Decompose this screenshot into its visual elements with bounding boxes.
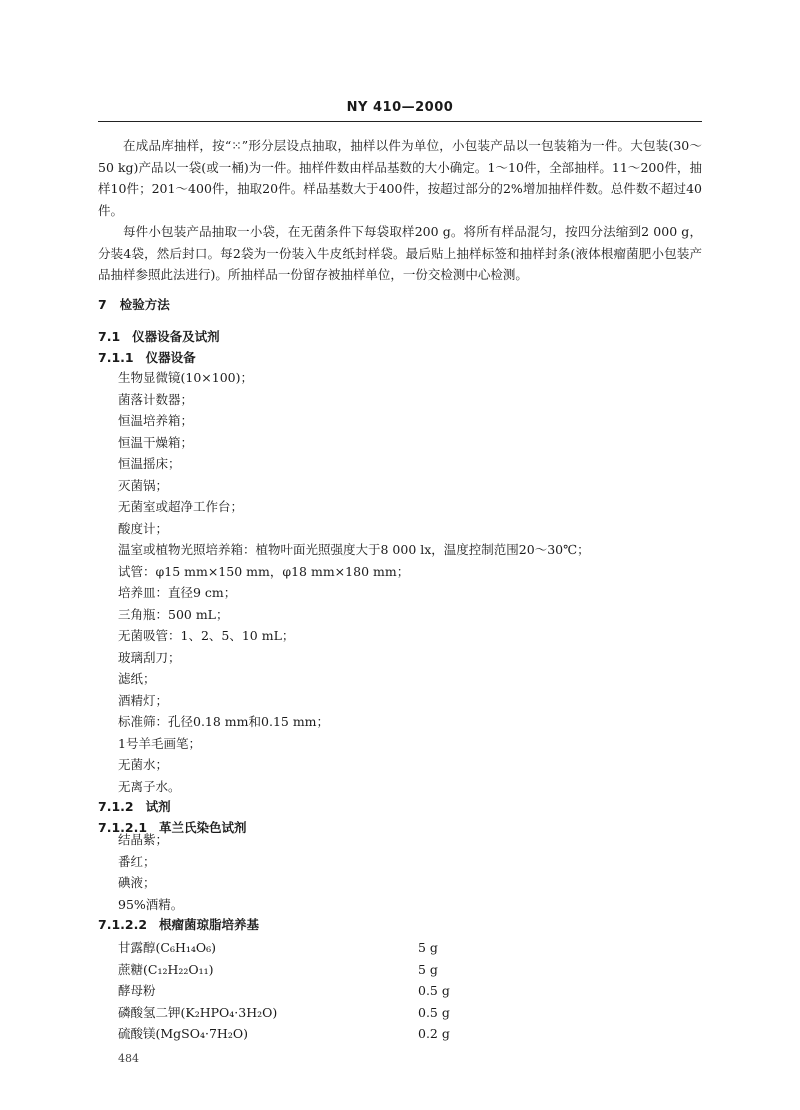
section-title: 仪器设备及试剂 — [132, 329, 220, 344]
list-item: 恒温培养箱； — [118, 413, 194, 428]
list-item: 恒温摇床； — [118, 456, 181, 471]
list-item: 95%酒精。 — [118, 896, 184, 912]
ingredient-name: 甘露醇(C₆H₁₄O₆) — [118, 940, 217, 955]
sampling-paragraph: 在成品库抽样，按“⁙”形分层设点抽取，抽样以件为单位，小包装产品以一包装箱为一件。大包装(30～50 kg)产品以一袋(或一桶)为一件。抽样件数由样品基数的大小确定。1～10件，全部抽样。11～200件，抽样10件；201～400件，抽取20件。样品基数大于400件，按超过部分的2%增加抽样件数。总件数不超过40件。 — [98, 138, 702, 218]
equipment-list — [118, 367, 590, 797]
section-title: 仪器设备 — [145, 350, 196, 365]
section-title: 根瘤菌琼脂培养基 — [159, 917, 260, 932]
list-item: 碘液； — [118, 875, 156, 890]
section-7-1-2-2-heading — [98, 915, 259, 933]
ingredient-quantity: 0.5 g — [418, 1004, 450, 1020]
list-item: 滤纸； — [118, 671, 156, 686]
list-item: 结晶紫； — [118, 832, 169, 847]
list-item: 1号羊毛画笔； — [118, 735, 201, 751]
gram-reagent-list — [118, 829, 183, 915]
standard-code-header: NY 410—2000 — [346, 100, 454, 115]
section-7-1-heading — [98, 327, 220, 345]
list-item: 无离子水。 — [118, 778, 181, 794]
list-item: 培养皿：直径9 cm； — [118, 585, 237, 600]
section-title: 试剂 — [145, 799, 171, 814]
section-number: 7.1.2 — [98, 799, 134, 814]
list-item: 恒温干燥箱； — [118, 434, 194, 450]
sample-prep-paragraph: 每件小包装产品抽取一小袋，在无菌条件下每袋取样200 g。将所有样品混匀，按四分法缩到2 000 g，分装4袋，然后封口。每2袋为一份装入牛皮纸封样袋。最后贴上抽样标签和抽样封条(液体根瘤菌肥小包装产品抽样参照此法进行)。所抽样品一份留存被抽样单位，一份交检测中心检测。 — [98, 224, 702, 282]
list-item: 灭菌锅； — [118, 477, 169, 493]
list-item: 番红； — [118, 853, 156, 869]
list-item: 标准筛：孔径0.18 mm和0.15 mm； — [118, 714, 330, 729]
list-item: 酒精灯； — [118, 692, 169, 708]
medium-composition-table — [118, 937, 498, 1045]
ingredient-quantity: 0.5 g — [418, 983, 450, 998]
table-row — [118, 959, 498, 981]
ingredient-name: 蔗糖(C₁₂H₂₂O₁₁) — [118, 961, 214, 977]
section-7-1-2-heading — [98, 797, 171, 815]
section-title: 革兰氏染色试剂 — [159, 820, 247, 835]
ingredient-quantity: 5 g — [418, 940, 438, 955]
list-item: 无菌水； — [118, 757, 169, 772]
section-number: 7 — [98, 297, 107, 312]
list-item: 玻璃刮刀； — [118, 649, 181, 665]
section-number: 7.1 — [98, 329, 121, 344]
list-item: 试管：φ15 mm×150 mm，φ18 mm×180 mm； — [118, 563, 410, 579]
table-row — [118, 980, 498, 1002]
list-item: 菌落计数器； — [118, 391, 194, 407]
ingredient-quantity: 0.2 g — [418, 1026, 450, 1041]
list-item: 生物显微镜(10×100)； — [118, 370, 253, 385]
table-row — [118, 1002, 498, 1024]
ingredient-name: 硫酸镁(MgSO₄·7H₂O) — [118, 1026, 248, 1041]
header-rule — [98, 121, 702, 122]
section-number: 7.1.2.1 — [98, 820, 148, 835]
ingredient-name: 酵母粉 — [118, 983, 156, 998]
section-title: 检验方法 — [119, 297, 170, 312]
table-row — [118, 1023, 498, 1045]
list-item: 温室或植物光照培养箱：植物叶面光照强度大于8 000 lx，温度控制范围20～30℃； — [118, 542, 590, 557]
section-number: 7.1.1 — [98, 350, 134, 365]
section-number: 7.1.2.2 — [98, 917, 148, 932]
table-row — [118, 937, 498, 959]
list-item: 三角瓶：500 mL； — [118, 606, 229, 622]
page-number: 484 — [118, 1052, 139, 1065]
list-item: 无菌吸管：1、2、5、10 mL； — [118, 628, 295, 643]
list-item: 无菌室或超净工作台； — [118, 499, 244, 514]
ingredient-quantity: 5 g — [418, 961, 438, 977]
ingredient-name: 磷酸氢二钾(K₂HPO₄·3H₂O) — [118, 1004, 278, 1020]
list-item: 酸度计； — [118, 520, 169, 536]
section-7-1-1-heading — [98, 348, 196, 366]
section-7-heading — [98, 295, 170, 313]
